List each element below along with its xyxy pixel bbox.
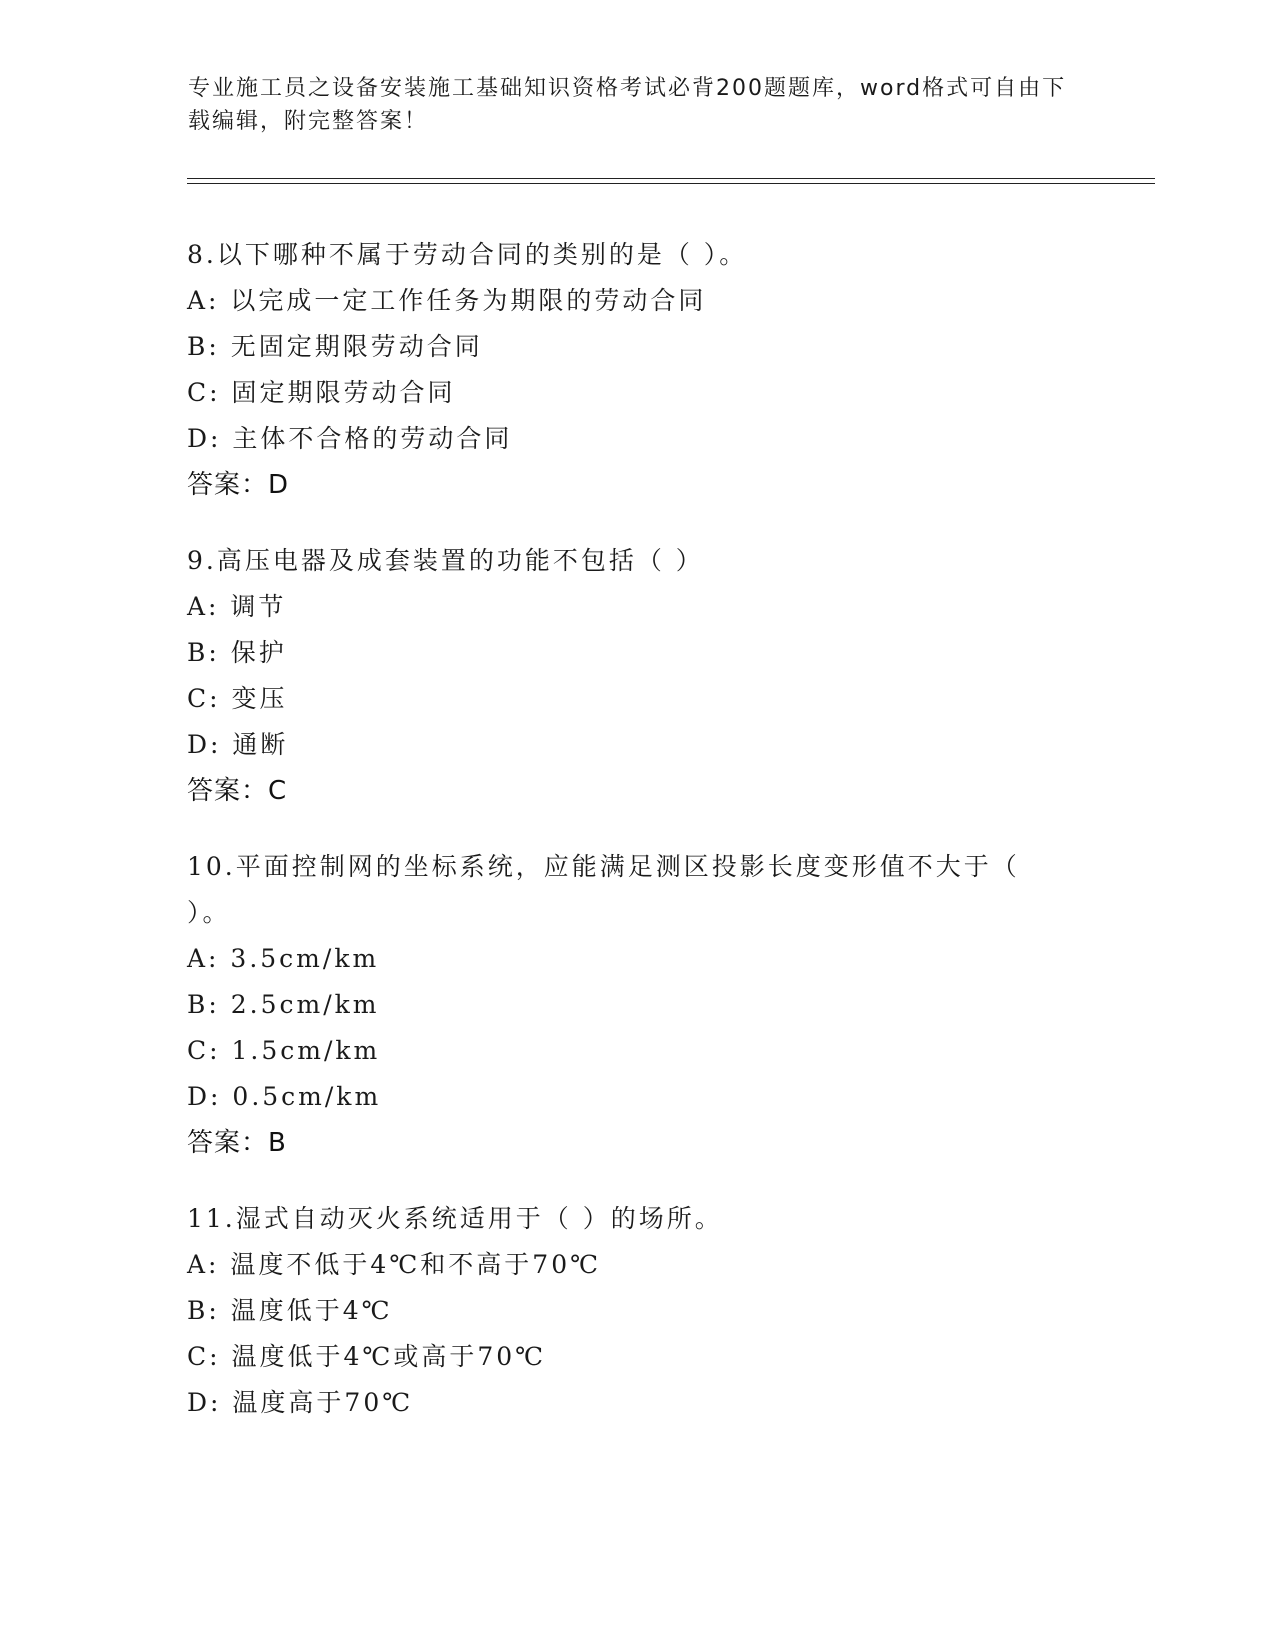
- question-stem: 10.平面控制网的坐标系统，应能满足测区投影长度变形值不大于（ ）。: [187, 852, 1031, 927]
- question-11: [187, 1196, 1067, 1426]
- option-b: B: 无固定期限劳动合同: [187, 332, 483, 361]
- option-a: A: 调节: [187, 592, 287, 621]
- option-c: C: 变压: [187, 684, 288, 713]
- question-stem: 8.以下哪种不属于劳动合同的类别的是（ ）。: [187, 240, 748, 269]
- option-c: C: 温度低于4℃或高于70℃: [187, 1342, 547, 1371]
- option-c: C: 1.5cm/km: [187, 1036, 381, 1065]
- option-d: D: 主体不合格的劳动合同: [187, 424, 513, 453]
- option-a: A: 以完成一定工作任务为期限的劳动合同: [187, 286, 707, 315]
- option-a: A: 温度不低于4℃和不高于70℃: [187, 1250, 602, 1279]
- document-header: 专业施工员之设备安装施工基础知识资格考试必背200题题库，word格式可自由下载编辑，附完整答案！: [188, 76, 1067, 134]
- option-b: B: 温度低于4℃: [187, 1296, 393, 1325]
- header-rule-bottom: [187, 183, 1155, 184]
- answer-text: 答案：D: [187, 470, 290, 500]
- question-10: [187, 844, 1067, 1166]
- option-b: B: 保护: [187, 638, 287, 667]
- option-a: A: 3.5cm/km: [187, 944, 380, 973]
- option-d: D: 温度高于70℃: [187, 1388, 414, 1417]
- question-stem: 11.湿式自动灭火系统适用于（ ）的场所。: [187, 1204, 723, 1233]
- answer-text: 答案：C: [187, 776, 288, 806]
- header-rule-top: [187, 178, 1155, 179]
- option-d: D: 通断: [187, 730, 289, 759]
- option-c: C: 固定期限劳动合同: [187, 378, 456, 407]
- option-d: D: 0.5cm/km: [187, 1082, 382, 1111]
- question-9: [187, 538, 1067, 814]
- question-list: [187, 232, 1067, 1456]
- option-b: B: 2.5cm/km: [187, 990, 380, 1019]
- question-8: [187, 232, 1067, 508]
- answer-text: 答案：B: [187, 1128, 287, 1158]
- question-stem: 9.高压电器及成套装置的功能不包括（ ）: [187, 546, 704, 575]
